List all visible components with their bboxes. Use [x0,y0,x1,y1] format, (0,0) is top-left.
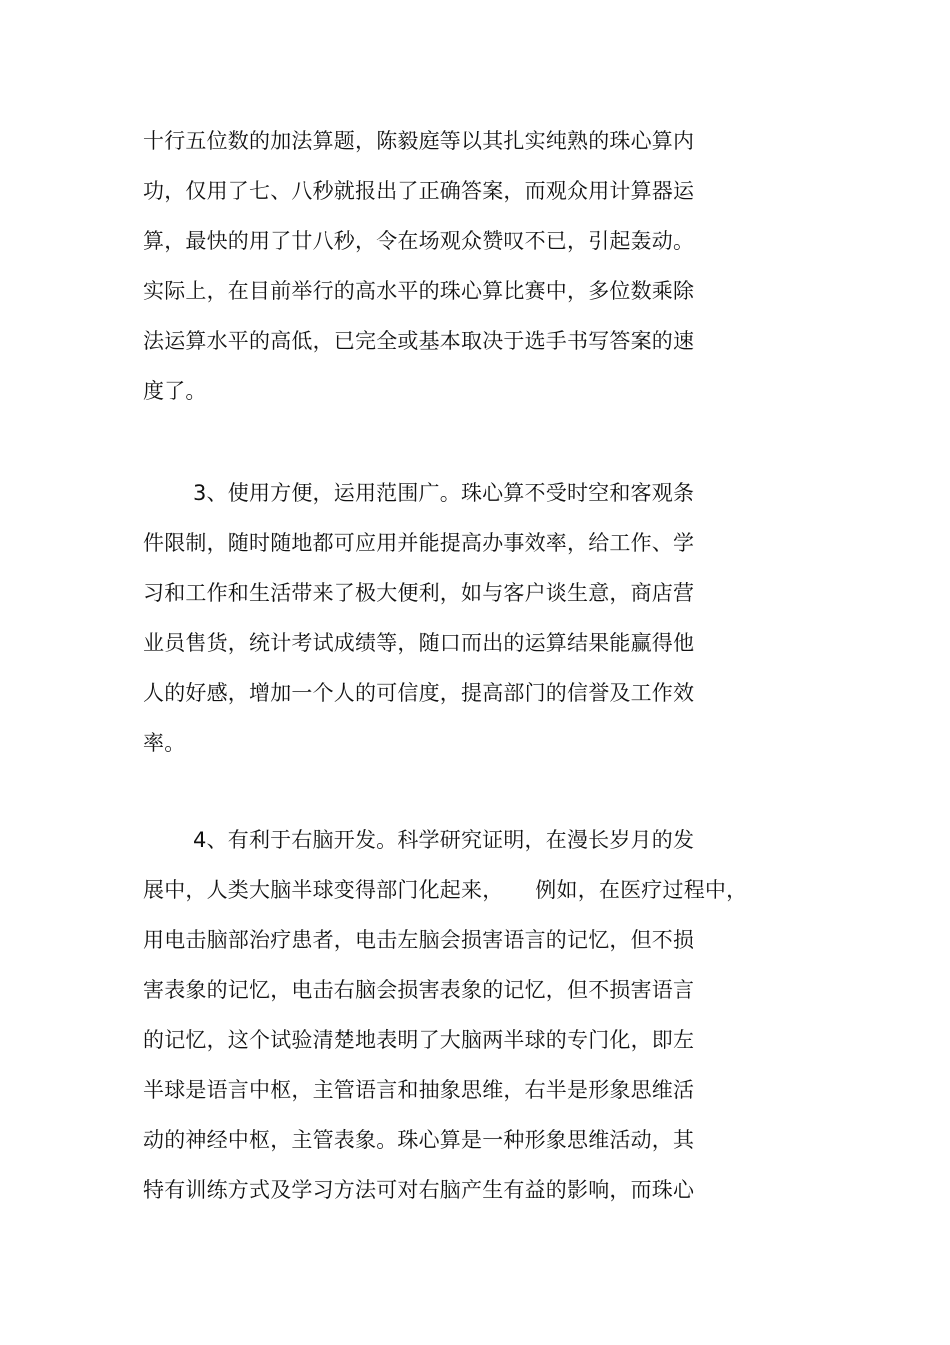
text-line: 展中，人类大脑半球变得部门化起来， 例如，在医疗过程中， [143,878,748,902]
text-line-indented: 3、使用方便，运用范围广。珠心算不受时空和客观条 [193,481,695,505]
text-line: 度了。 [143,379,207,403]
text-line: 特有训练方式及学习方法可对右脑产生有益的影响，而珠心 [143,1178,695,1202]
text-line-indented: 4、有利于右脑开发。科学研究证明，在漫长岁月的发 [193,828,695,852]
text-line: 害表象的记忆，电击右脑会损害表象的记忆，但不损害语言 [143,978,695,1002]
text-line: 实际上，在目前举行的高水平的珠心算比赛中，多位数乘除 [143,279,695,303]
text-line: 法运算水平的高低，已完全或基本取决于选手书写答案的速 [143,329,695,353]
text-line: 算，最快的用了廿八秒，令在场观众赞叹不已，引起轰动。 [143,229,695,253]
text-line: 的记忆，这个试验清楚地表明了大脑两半球的专门化，即左 [143,1028,695,1052]
text-line: 人的好感，增加一个人的可信度，提高部门的信誉及工作效 [143,681,695,705]
text-line: 率。 [143,731,186,755]
paragraph-point-4-right-brain [143,815,803,1215]
text-line: 件限制，随时随地都可应用并能提高办事效率，给工作、学 [143,531,695,555]
text-line: 功，仅用了七、八秒就报出了正确答案，而观众用计算器运 [143,179,695,203]
paragraph-point-3-convenience [143,468,803,768]
paragraph-mental-abacus-speed [143,116,803,416]
text-line: 业员售货，统计考试成绩等，随口而出的运算结果能赢得他 [143,631,695,655]
text-line: 习和工作和生活带来了极大便利，如与客户谈生意，商店营 [143,581,695,605]
text-line: 用电击脑部治疗患者，电击左脑会损害语言的记忆，但不损 [143,928,695,952]
text-line: 半球是语言中枢，主管语言和抽象思维，右半是形象思维活 [143,1078,695,1102]
text-line: 十行五位数的加法算题，陈毅庭等以其扎实纯熟的珠心算内 [143,129,695,153]
text-line: 动的神经中枢，主管表象。珠心算是一种形象思维活动，其 [143,1128,695,1152]
